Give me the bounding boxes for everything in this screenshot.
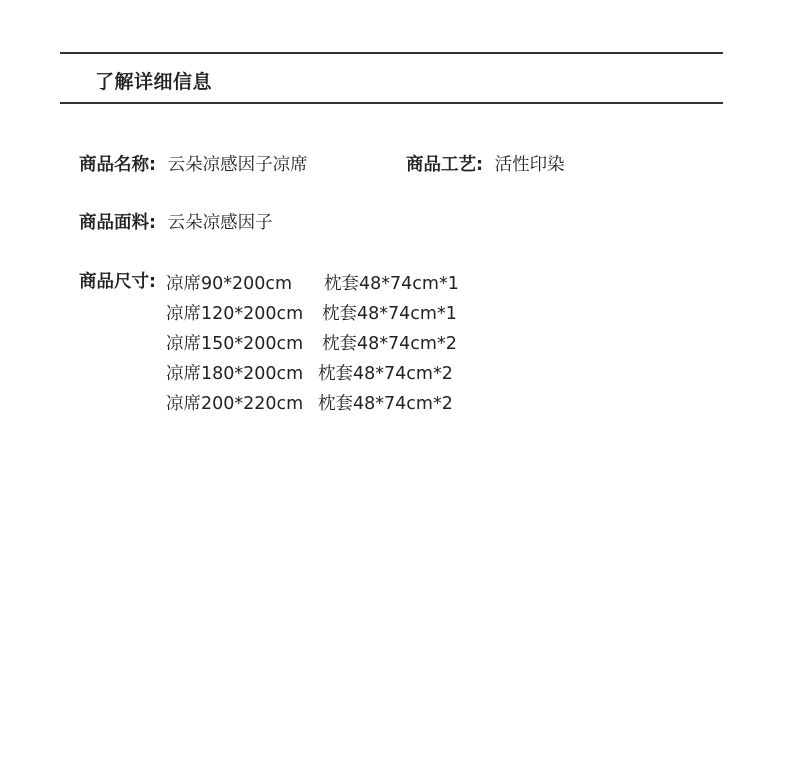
product-material-field [79, 208, 273, 238]
pillow-size: 枕套48*74cm*2 [322, 334, 457, 354]
bed-size: 凉席120*200cm [166, 304, 304, 324]
pillow-size: 枕套48*74cm*1 [322, 304, 457, 324]
product-name-field [79, 150, 308, 180]
pillow-size: 枕套48*74cm*2 [318, 364, 453, 384]
product-craft-field [406, 150, 565, 180]
pillow-size: 枕套48*74cm*2 [318, 394, 453, 414]
product-name-value: 云朵凉感因子凉席 [167, 155, 308, 175]
product-size-label: 商品尺寸: [79, 272, 156, 292]
product-name-label: 商品名称: [79, 155, 156, 175]
bed-size: 凉席90*200cm [166, 274, 293, 294]
product-size-field [79, 267, 156, 297]
product-craft-value: 活性印染 [494, 155, 565, 175]
section-header [60, 52, 723, 104]
bed-size: 凉席200*220cm [166, 394, 304, 414]
pillow-size: 枕套48*74cm*1 [324, 274, 459, 294]
product-craft-label: 商品工艺: [406, 155, 483, 175]
section-title: 了解详细信息 [95, 71, 213, 93]
bed-size: 凉席180*200cm [166, 364, 304, 384]
product-material-label: 商品面料: [79, 213, 156, 233]
bed-size: 凉席150*200cm [166, 334, 304, 354]
product-material-value: 云朵凉感因子 [167, 213, 273, 233]
